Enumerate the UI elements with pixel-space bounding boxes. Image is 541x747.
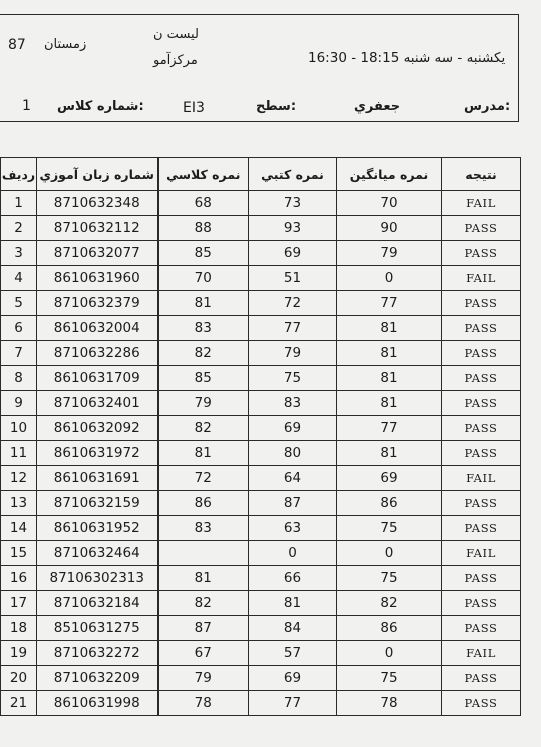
table-row	[1, 391, 521, 416]
average-score: 75	[337, 516, 442, 541]
col-result: نتيجه	[442, 158, 521, 191]
row-index: 13	[1, 491, 37, 516]
class-score: 68	[158, 191, 249, 216]
result: FAIL	[442, 266, 521, 291]
student-id: 8710632209	[37, 666, 158, 691]
student-id: 8710632379	[37, 291, 158, 316]
row-index: 2	[1, 216, 37, 241]
table-row	[1, 266, 521, 291]
row-index: 14	[1, 516, 37, 541]
average-score: 81	[337, 366, 442, 391]
row-index: 18	[1, 616, 37, 641]
row-index: 19	[1, 641, 37, 666]
table-row	[1, 516, 521, 541]
average-score: 81	[337, 316, 442, 341]
table-row	[1, 216, 521, 241]
result: FAIL	[442, 191, 521, 216]
table-row	[1, 591, 521, 616]
average-score: 0	[337, 266, 442, 291]
average-score: 75	[337, 666, 442, 691]
result: PASS	[442, 691, 521, 716]
written-score: 69	[249, 666, 337, 691]
average-score: 78	[337, 691, 442, 716]
result: PASS	[442, 341, 521, 366]
written-score: 69	[249, 416, 337, 441]
result: PASS	[442, 591, 521, 616]
row-index: 4	[1, 266, 37, 291]
class-score: 81	[158, 441, 249, 466]
student-id: 8510631275	[37, 616, 158, 641]
average-score: 81	[337, 391, 442, 416]
class-score	[158, 541, 249, 566]
student-id: 8710632286	[37, 341, 158, 366]
written-score: 81	[249, 591, 337, 616]
table-row	[1, 641, 521, 666]
table-row	[1, 241, 521, 266]
average-score: 0	[337, 641, 442, 666]
written-score: 72	[249, 291, 337, 316]
written-score: 64	[249, 466, 337, 491]
col-index: ردیف	[1, 158, 37, 191]
written-score: 73	[249, 191, 337, 216]
written-score: 57	[249, 641, 337, 666]
average-score: 81	[337, 341, 442, 366]
result: PASS	[442, 366, 521, 391]
average-score: 77	[337, 416, 442, 441]
row-index: 20	[1, 666, 37, 691]
written-score: 84	[249, 616, 337, 641]
student-id: 8610631952	[37, 516, 158, 541]
student-id: 8610631972	[37, 441, 158, 466]
result: PASS	[442, 241, 521, 266]
written-score: 87	[249, 491, 337, 516]
average-score: 82	[337, 591, 442, 616]
average-score: 86	[337, 616, 442, 641]
class-score: 85	[158, 241, 249, 266]
written-score: 80	[249, 441, 337, 466]
student-id: 8710632348	[37, 191, 158, 216]
code: 87	[8, 37, 26, 53]
class-score: 87	[158, 616, 249, 641]
class-number-value: 1	[22, 98, 31, 114]
written-score: 77	[249, 691, 337, 716]
class-score: 82	[158, 591, 249, 616]
term: زمستان	[44, 37, 87, 52]
student-id: 8610631998	[37, 691, 158, 716]
table-row	[1, 316, 521, 341]
row-index: 9	[1, 391, 37, 416]
schedule: یکشنبه - سه شنبه 18:15 - 16:30	[308, 50, 506, 66]
student-id: 87106302313	[37, 566, 158, 591]
result: PASS	[442, 566, 521, 591]
class-score: 81	[158, 566, 249, 591]
table-row	[1, 566, 521, 591]
title-partial: لیست ن	[153, 27, 199, 42]
class-number-label: شماره كلاس:	[57, 99, 144, 114]
row-index: 5	[1, 291, 37, 316]
class-score: 82	[158, 416, 249, 441]
student-id: 8610631709	[37, 366, 158, 391]
results-table	[0, 157, 521, 716]
written-score: 63	[249, 516, 337, 541]
header-box	[0, 14, 519, 122]
student-id: 8710632401	[37, 391, 158, 416]
result: PASS	[442, 416, 521, 441]
average-score: 90	[337, 216, 442, 241]
table-row	[1, 491, 521, 516]
table-row	[1, 416, 521, 441]
result: PASS	[442, 316, 521, 341]
row-index: 12	[1, 466, 37, 491]
class-score: 67	[158, 641, 249, 666]
average-score: 0	[337, 541, 442, 566]
class-score: 85	[158, 366, 249, 391]
written-score: 75	[249, 366, 337, 391]
student-id: 8710632159	[37, 491, 158, 516]
class-score: 82	[158, 341, 249, 366]
average-score: 77	[337, 291, 442, 316]
written-score: 51	[249, 266, 337, 291]
table-row	[1, 616, 521, 641]
result: FAIL	[442, 541, 521, 566]
average-score: 75	[337, 566, 442, 591]
table-row	[1, 291, 521, 316]
row-index: 21	[1, 691, 37, 716]
row-index: 15	[1, 541, 37, 566]
col-student-id: شماره زبان آموزي	[37, 158, 158, 191]
level-label: سطح:	[256, 99, 297, 114]
student-id: 8610631691	[37, 466, 158, 491]
result: PASS	[442, 216, 521, 241]
table-row	[1, 441, 521, 466]
row-index: 3	[1, 241, 37, 266]
table-row	[1, 191, 521, 216]
row-index: 8	[1, 366, 37, 391]
row-index: 10	[1, 416, 37, 441]
class-score: 78	[158, 691, 249, 716]
student-id: 8710632077	[37, 241, 158, 266]
class-score: 79	[158, 391, 249, 416]
class-score: 83	[158, 316, 249, 341]
average-score: 79	[337, 241, 442, 266]
average-score: 86	[337, 491, 442, 516]
class-score: 88	[158, 216, 249, 241]
student-id: 8610632004	[37, 316, 158, 341]
table-row	[1, 691, 521, 716]
student-id: 8610632092	[37, 416, 158, 441]
written-score: 83	[249, 391, 337, 416]
average-score: 81	[337, 441, 442, 466]
average-score: 70	[337, 191, 442, 216]
col-written-score: نمره كتبي	[249, 158, 337, 191]
row-index: 6	[1, 316, 37, 341]
class-score: 72	[158, 466, 249, 491]
result: PASS	[442, 391, 521, 416]
result: PASS	[442, 441, 521, 466]
written-score: 93	[249, 216, 337, 241]
teacher-label: مدرس:	[464, 99, 511, 114]
result: PASS	[442, 616, 521, 641]
student-id: 8710632464	[37, 541, 158, 566]
student-id: 8610631960	[37, 266, 158, 291]
row-index: 1	[1, 191, 37, 216]
written-score: 66	[249, 566, 337, 591]
table-row	[1, 541, 521, 566]
center-partial: مرکزآمو	[153, 53, 198, 68]
class-score: 79	[158, 666, 249, 691]
written-score: 0	[249, 541, 337, 566]
table-row	[1, 666, 521, 691]
table-row	[1, 341, 521, 366]
row-index: 11	[1, 441, 37, 466]
result: FAIL	[442, 641, 521, 666]
table-header-row	[1, 158, 521, 191]
result: PASS	[442, 291, 521, 316]
result: PASS	[442, 491, 521, 516]
student-id: 8710632112	[37, 216, 158, 241]
written-score: 69	[249, 241, 337, 266]
student-id: 8710632272	[37, 641, 158, 666]
teacher-name: جعفري	[354, 99, 401, 114]
class-score: 86	[158, 491, 249, 516]
row-index: 16	[1, 566, 37, 591]
col-average: نمره ميانگين	[337, 158, 442, 191]
level-value: EI3	[183, 100, 205, 116]
result: PASS	[442, 666, 521, 691]
table-row	[1, 366, 521, 391]
table-row	[1, 466, 521, 491]
row-index: 7	[1, 341, 37, 366]
class-score: 83	[158, 516, 249, 541]
average-score: 69	[337, 466, 442, 491]
written-score: 77	[249, 316, 337, 341]
written-score: 79	[249, 341, 337, 366]
result: PASS	[442, 516, 521, 541]
result: FAIL	[442, 466, 521, 491]
class-score: 70	[158, 266, 249, 291]
row-index: 17	[1, 591, 37, 616]
class-score: 81	[158, 291, 249, 316]
student-id: 8710632184	[37, 591, 158, 616]
col-class-score: نمره كلاسي	[158, 158, 249, 191]
